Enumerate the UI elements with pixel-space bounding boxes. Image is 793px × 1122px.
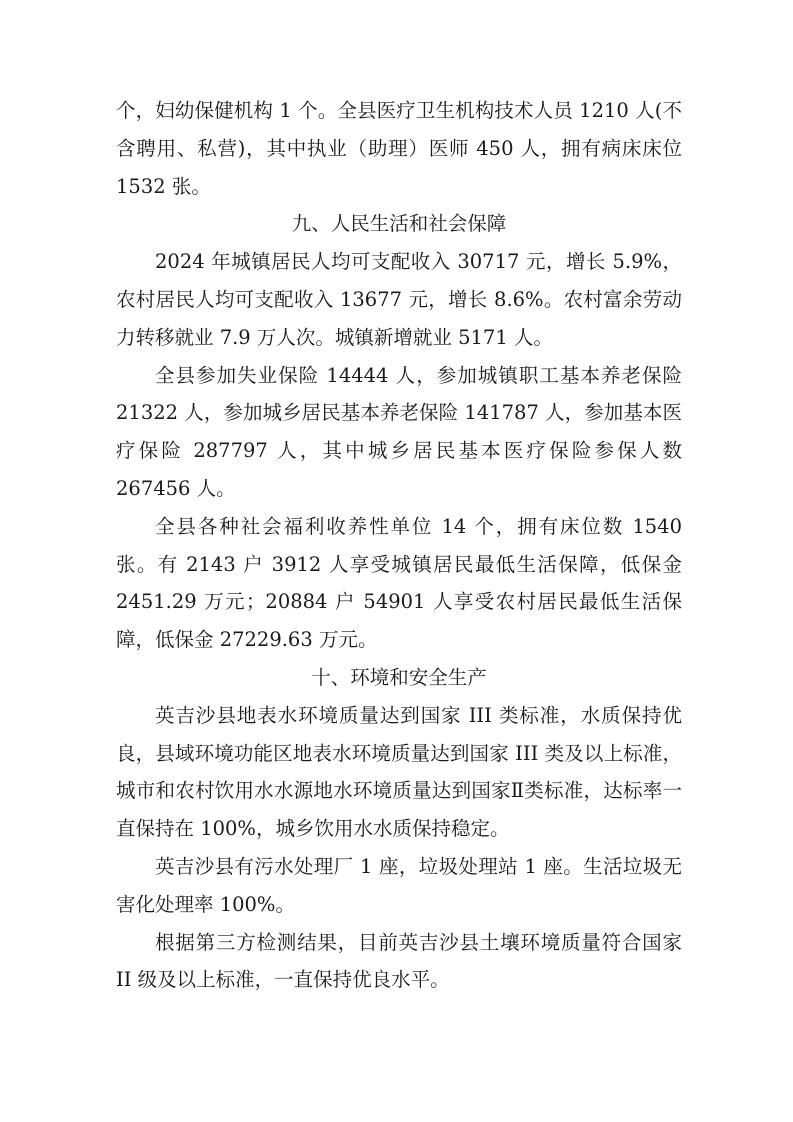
document-page	[116, 92, 682, 999]
intro-paragraph: 个，妇幼保健机构 1 个。全县医疗卫生机构技术人员 1210 人(不含聘用、私营)，其中执业（助理）医师 450 人，拥有病床床位 1532 张。	[116, 99, 682, 198]
paragraph-welfare: 全县各种社会福利收养性单位 14 个，拥有床位数 1540 张。有 2143 户 3912 人享受城镇居民最低生活保障，低保金 2451.29 万元；20884 户 54901 人享受农村居民最低生活保障，低保金 27229.63 万元。	[116, 514, 682, 652]
section-heading-people-livelihood: 九、人民生活和社会保障	[291, 212, 507, 236]
section-heading-environment-safety: 十、环境和安全生产	[311, 665, 487, 689]
paragraph-income: 2024 年城镇居民人均可支配收入 30717 元，增长 5.9%，农村居民人均可支配收入 13677 元，增长 8.6%。农村富余劳动力转移就业 7.9 万人次。城镇新增就业 5171 人。	[116, 250, 682, 349]
paragraph-insurance: 全县参加失业保险 14444 人，参加城镇职工基本养老保险 21322 人，参加城乡居民基本养老保险 141787 人，参加基本医疗保险 287797 人，其中城乡居民基本医疗保险参保人数 267456 人。	[116, 363, 682, 500]
paragraph-waste-treatment: 英吉沙县有污水处理厂 1 座，垃圾处理站 1 座。生活垃圾无害化处理率 100%。	[116, 854, 682, 916]
paragraph-water-quality: 英吉沙县地表水环境质量达到国家 III 类标准，水质保持优良，县域环境功能区地表水环境质量达到国家 III 类及以上标准，城市和农村饮用水水源地水环境质量达到国家Ⅱ类标准，达标率一直保持在 100%，城乡饮用水水质保持稳定。	[116, 703, 682, 841]
paragraph-soil-quality: 根据第三方检测结果，目前英吉沙县土壤环境质量符合国家 II 级及以上标准，一直保持优良水平。	[116, 930, 682, 992]
